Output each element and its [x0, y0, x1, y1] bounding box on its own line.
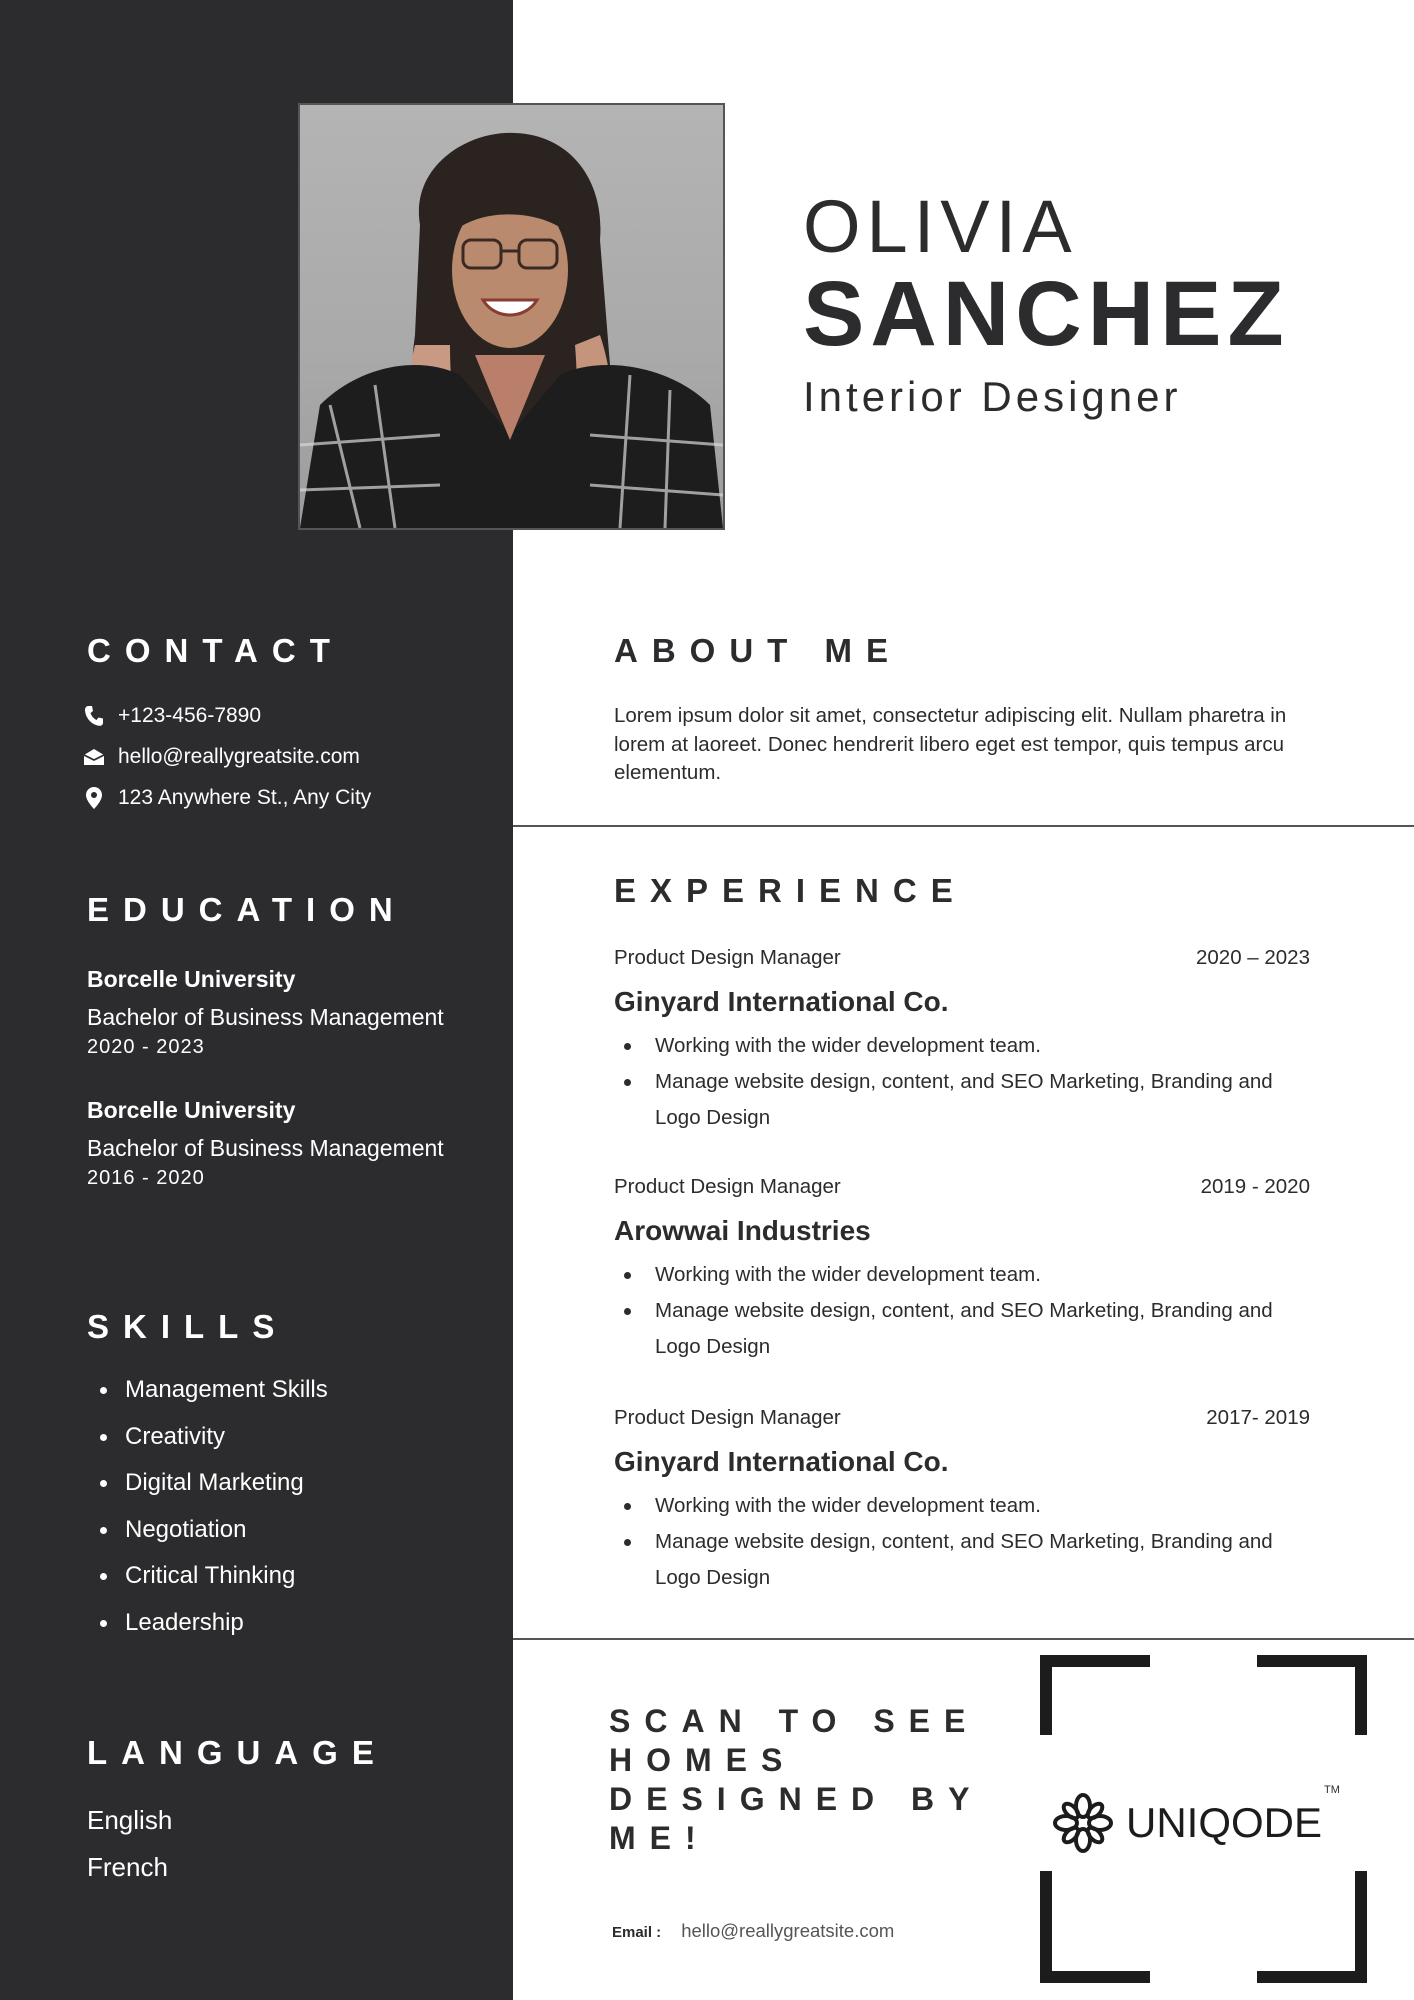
skills-list [98, 1376, 328, 1655]
uniqode-logo-text: UNIQODE [1126, 1799, 1323, 1846]
contact-phone [82, 704, 261, 728]
address-text: 123 Anywhere St., Any City [118, 786, 372, 809]
section-divider [513, 825, 1414, 827]
job-role: Product Design Manager [614, 946, 841, 969]
experience-entry [614, 1175, 1310, 1365]
skill-item [98, 1562, 328, 1609]
contact-heading: CONTACT [87, 632, 344, 669]
job-company: Arowwai Industries [614, 1214, 871, 1246]
skill-item [98, 1469, 328, 1516]
job-years: 2017- 2019 [1206, 1406, 1310, 1429]
job-role: Product Design Manager [614, 1175, 841, 1198]
about-text: Lorem ipsum dolor sit amet, consectetur adipiscing elit. Nullam pharetra in lorem at laoreet. Donec hendrerit libero eget est tempor, quis tempus arcu elementum. [614, 704, 1287, 784]
phone-text[interactable]: +123-456-7890 [118, 704, 262, 727]
skill-label: Negotiation [125, 1515, 247, 1543]
job-role: Product Design Manager [614, 1406, 841, 1429]
education-school: Borcelle University [87, 1097, 296, 1123]
skill-label: Management Skills [125, 1376, 328, 1403]
email-value[interactable]: hello@reallygreatsite.com [681, 1920, 895, 1941]
footer-email [612, 1920, 894, 1942]
skill-label: Critical Thinking [125, 1562, 296, 1589]
contact-address [82, 786, 371, 810]
job-bullet: Working with the wider development team. [614, 1257, 1310, 1293]
mail-icon [82, 745, 106, 769]
job-bullet: Working with the wider development team. [614, 1488, 1310, 1524]
language-item: French [87, 1852, 168, 1882]
education-degree: Bachelor of Business Management [87, 1003, 444, 1030]
trademark-mark: TM [1324, 1784, 1340, 1796]
portrait-illustration [300, 105, 723, 528]
education-degree: Bachelor of Business Management [87, 1134, 444, 1161]
email-label: Email : [612, 1924, 662, 1941]
job-company: Ginyard International Co. [614, 1445, 949, 1477]
skill-item [98, 1609, 328, 1656]
uniqode-logo-icon [1052, 1792, 1114, 1854]
experience-entry [614, 946, 1310, 1136]
job-bullet: Manage website design, content, and SEO Marketing, Branding and Logo Design [614, 1293, 1310, 1365]
education-school: Borcelle University [87, 966, 296, 992]
education-entry [87, 1097, 444, 1190]
language-heading: LANGUAGE [87, 1734, 388, 1771]
education-heading: EDUCATION [87, 891, 407, 928]
location-pin-icon [82, 786, 106, 810]
phone-icon [82, 704, 106, 728]
language-item: English [87, 1805, 173, 1835]
skills-heading: SKILLS [87, 1308, 289, 1345]
scan-callout: SCAN TO SEE HOMES DESIGNED BY ME! [609, 1703, 983, 1856]
job-bullet: Manage website design, content, and SEO Marketing, Branding and Logo Design [614, 1524, 1310, 1596]
contact-email [82, 745, 360, 769]
email-text[interactable]: hello@reallygreatsite.com [118, 745, 360, 768]
education-years: 2016 - 2020 [87, 1167, 205, 1190]
skill-label: Creativity [125, 1422, 226, 1450]
experience-heading: EXPERIENCE [614, 872, 967, 909]
about-heading: ABOUT ME [614, 632, 902, 669]
job-company: Ginyard International Co. [614, 985, 949, 1017]
last-name: SANCHEZ [803, 263, 1290, 365]
skill-item [98, 1423, 328, 1470]
experience-entry [614, 1406, 1310, 1596]
skill-label: Leadership [125, 1608, 244, 1636]
education-entry [87, 966, 444, 1059]
skill-label: Digital Marketing [125, 1469, 304, 1496]
first-name: OLIVIA [803, 185, 1078, 268]
skill-item [98, 1376, 328, 1423]
skill-item [98, 1516, 328, 1563]
job-bullet: Manage website design, content, and SEO Marketing, Branding and Logo Design [614, 1064, 1310, 1136]
section-divider [513, 1638, 1414, 1640]
job-years: 2020 – 2023 [1195, 946, 1310, 969]
education-years: 2020 - 2023 [87, 1036, 205, 1059]
profile-photo [298, 103, 725, 530]
uniqode-logo[interactable] [1052, 1784, 1340, 1854]
job-bullet: Working with the wider development team. [614, 1028, 1310, 1064]
job-title: Interior Designer [803, 373, 1182, 420]
job-years: 2019 - 2020 [1200, 1175, 1310, 1198]
